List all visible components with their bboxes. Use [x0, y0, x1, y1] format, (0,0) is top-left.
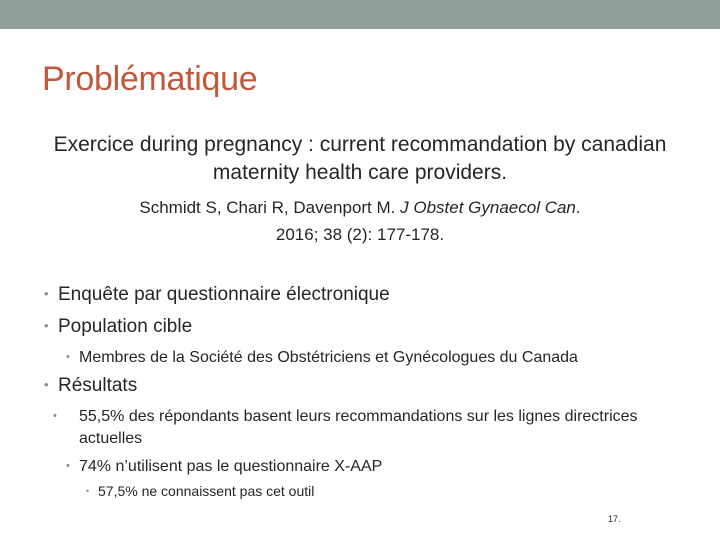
- bullet-members: [66, 346, 578, 369]
- bullet-dot-icon: •: [66, 460, 70, 472]
- slide-title: Problématique: [42, 60, 258, 98]
- bullet-text: Membres de la Société des Obstétriciens et Gynécologues du Canada: [79, 349, 578, 366]
- bullet-text: Population cible: [58, 316, 193, 337]
- bullet-text: Enquête par questionnaire électronique: [58, 284, 390, 305]
- reference-period: .: [575, 198, 581, 217]
- bullet-dot-icon: •: [53, 410, 57, 422]
- bullet-results: [44, 375, 137, 397]
- bullet-dot-icon: •: [86, 486, 90, 496]
- bullet-dot-icon: •: [66, 351, 70, 363]
- reference-journal: J Obstet Gynaecol Can: [400, 198, 576, 217]
- bullet-target-population: [44, 316, 192, 338]
- reference-details: 2016; 38 (2): 177-178.: [275, 225, 445, 244]
- page-number: 17.: [608, 514, 621, 524]
- bullet-unknown-tool: [86, 483, 314, 499]
- bullet-text: 57,5% ne connaissent pas cet outil: [98, 483, 315, 499]
- article-title: Exercice during pregnancy : current recommandation by canadian maternity health care providers.: [53, 133, 667, 184]
- reference-authors: Schmidt S, Chari R, Davenport M.: [139, 198, 401, 217]
- top-accent-bar: [0, 0, 720, 29]
- bullet-dot-icon: •: [44, 286, 49, 301]
- bullet-guidelines: [53, 405, 679, 450]
- bullet-dot-icon: •: [44, 318, 49, 333]
- bullet-text: 55,5% des répondants basent leurs recommandations sur les lignes directrices actuelles: [79, 408, 638, 447]
- article-reference: [40, 194, 680, 248]
- bullet-xaap: [66, 455, 382, 478]
- bullet-survey: [44, 284, 390, 306]
- bullet-dot-icon: •: [44, 377, 49, 392]
- bullet-text: 74% n’utilisent pas le questionnaire X-AAP: [79, 458, 383, 475]
- bullet-text: Résultats: [58, 375, 138, 396]
